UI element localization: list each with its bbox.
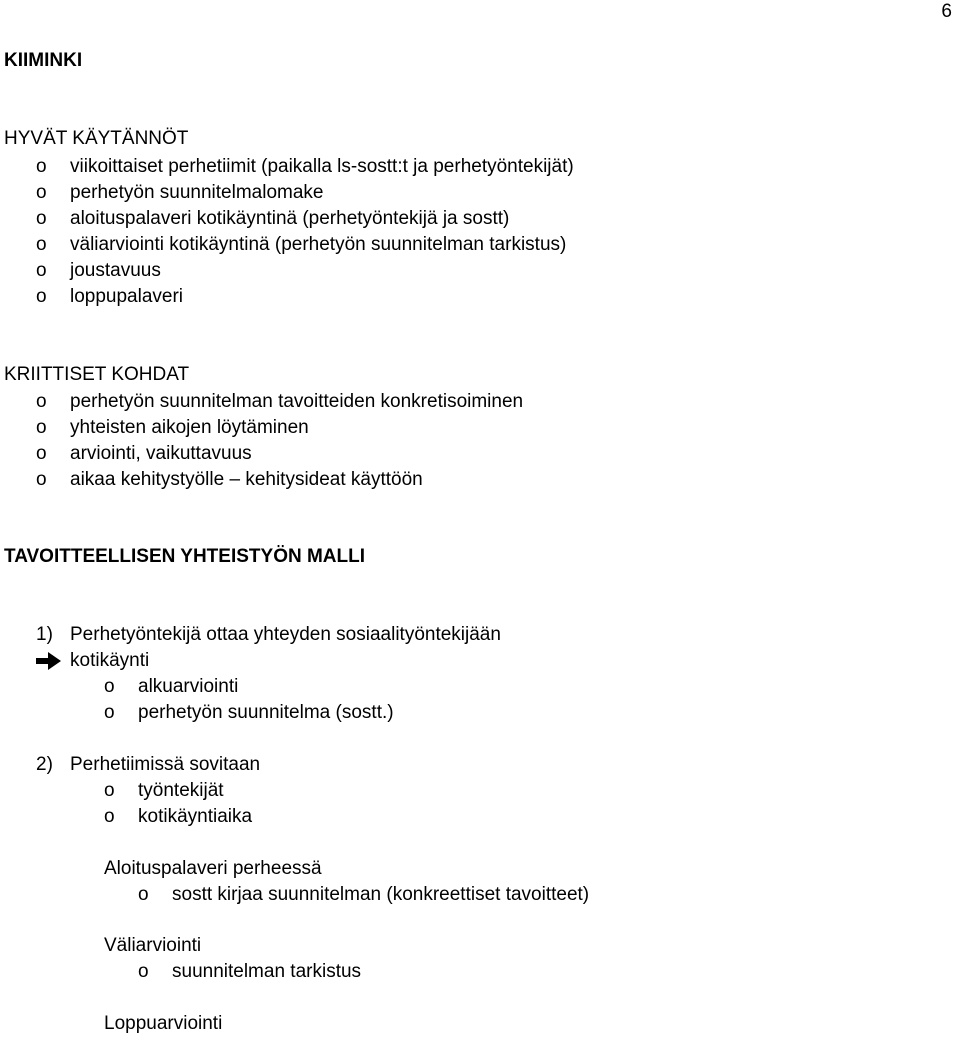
- list-item: arviointi, vaikuttavuus: [70, 443, 252, 464]
- page-title: KIIMINKI: [4, 50, 83, 71]
- list-item: joustavuus: [70, 260, 161, 281]
- step-number: 1): [36, 624, 53, 645]
- list-bullet: o: [104, 806, 115, 827]
- list-item: sostt kirjaa suunnitelman (konkreettiset tavoitteet): [172, 884, 590, 905]
- list-item: perhetyön suunnitelmalomake: [70, 182, 324, 203]
- list-bullet: o: [36, 156, 47, 177]
- list-bullet: o: [104, 676, 115, 697]
- list-bullet: o: [36, 286, 47, 307]
- list-bullet: o: [104, 702, 115, 723]
- list-item: aloituspalaveri kotikäyntinä (perhetyöntekijä ja sostt): [70, 208, 510, 229]
- right-arrow-icon: [36, 652, 62, 670]
- list-item: aikaa kehitystyölle – kehitysideat käyttöön: [70, 469, 423, 490]
- page-number: 6: [941, 1, 952, 22]
- list-item: väliarviointi kotikäyntinä (perhetyön suunnitelman tarkistus): [70, 234, 567, 255]
- list-bullet: o: [36, 391, 47, 412]
- step-text: Perhetyöntekijä ottaa yhteyden sosiaalityöntekijään: [70, 624, 501, 645]
- arrow-item-text: kotikäynti: [70, 650, 150, 671]
- list-item: kotikäyntiaika: [138, 806, 253, 827]
- list-item: yhteisten aikojen löytäminen: [70, 417, 309, 438]
- list-bullet: o: [36, 182, 47, 203]
- list-bullet: o: [36, 260, 47, 281]
- list-item: työntekijät: [138, 780, 224, 801]
- list-item: loppupalaveri: [70, 286, 184, 307]
- subsection-heading: Loppuarviointi: [104, 1013, 223, 1034]
- step-number: 2): [36, 754, 53, 775]
- subsection-heading: Aloituspalaveri perheessä: [104, 858, 322, 879]
- list-bullet: o: [104, 780, 115, 801]
- list-bullet: o: [36, 208, 47, 229]
- step-text: Perhetiimissä sovitaan: [70, 754, 261, 775]
- critical-points-heading: KRIITTISET KOHDAT: [4, 364, 190, 385]
- list-item: perhetyön suunnitelma (sostt.): [138, 702, 394, 723]
- subsection-heading: Väliarviointi: [104, 935, 202, 956]
- list-bullet: o: [36, 443, 47, 464]
- list-item: viikoittaiset perhetiimit (paikalla ls-sostt:t ja perhetyöntekijät): [70, 156, 574, 177]
- list-item: perhetyön suunnitelman tavoitteiden konkretisoiminen: [70, 391, 524, 412]
- model-heading: TAVOITTEELLISEN YHTEISTYÖN MALLI: [4, 546, 366, 567]
- good-practices-heading: HYVÄT KÄYTÄNNÖT: [4, 128, 189, 149]
- list-item: alkuarviointi: [138, 676, 239, 697]
- list-bullet: o: [36, 234, 47, 255]
- list-bullet: o: [36, 417, 47, 438]
- list-bullet: o: [138, 884, 149, 905]
- list-item: suunnitelman tarkistus: [172, 961, 362, 982]
- list-bullet: o: [36, 469, 47, 490]
- list-bullet: o: [138, 961, 149, 982]
